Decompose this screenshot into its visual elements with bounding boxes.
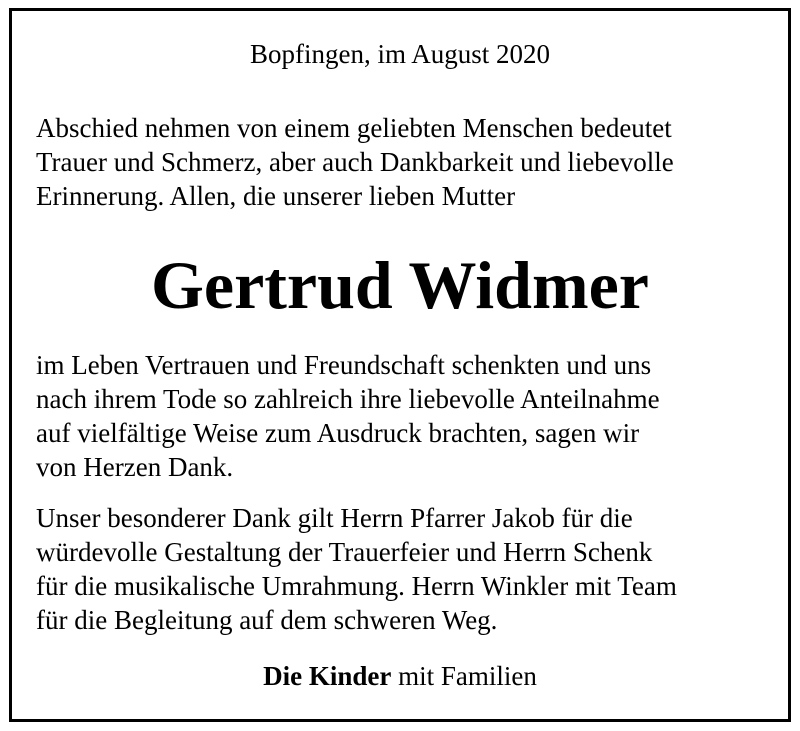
intro-line-1: Abschied nehmen von einem geliebten Menschen bedeutet — [36, 113, 672, 143]
notice-frame — [9, 8, 791, 722]
special-line-2: würdevolle Gestaltung der Trauerfeier und Herrn Schenk — [36, 537, 653, 567]
intro-line-3: Erinnerung. Allen, die unserer lieben Mutter — [36, 181, 516, 211]
deceased-name: Gertrud Widmer — [151, 247, 649, 323]
thanks-line-3: auf vielfältige Weise zum Ausdruck brachten, sagen wir — [36, 418, 640, 448]
special-line-3: für die musikalische Umrahmung. Herrn Winkler mit Team — [36, 571, 677, 601]
place-date: Bopfingen, im August 2020 — [249, 39, 550, 69]
signature-rest: mit Familien — [391, 661, 537, 691]
special-line-1: Unser besonderer Dank gilt Herrn Pfarrer Jakob für die — [36, 503, 633, 533]
thanks-line-2: nach ihrem Tode so zahlreich ihre liebevolle Anteilnahme — [36, 384, 660, 414]
thanks-line-4: von Herzen Dank. — [36, 452, 234, 482]
intro-line-2: Trauer und Schmerz, aber auch Dankbarkeit und liebevolle — [36, 147, 674, 177]
signature-bold: Die Kinder — [263, 661, 392, 691]
thanks-line-1: im Leben Vertrauen und Freundschaft schenkten und uns — [36, 350, 652, 380]
signature — [12, 659, 788, 693]
special-line-4: für die Begleitung auf dem schweren Weg. — [36, 605, 498, 635]
